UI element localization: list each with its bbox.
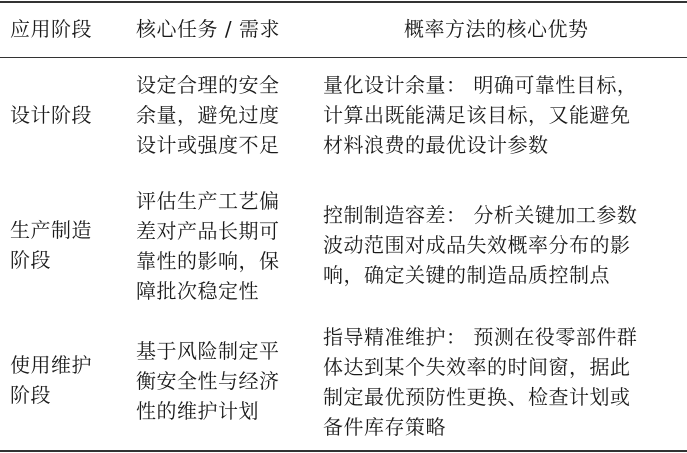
row-maintenance-stage: 使用维护 阶段 [10, 353, 92, 407]
row-design-stage: 设计阶段 [10, 103, 92, 127]
table-bottom-rule [0, 450, 687, 452]
row-maintenance-task: 基于风险制定平 衡安全性与经济 性的维护计划 [136, 339, 280, 423]
header-divider-rule [0, 57, 687, 58]
header-task: 核心任务 / 需求 [136, 17, 280, 41]
row-design-advantage: 量化设计余量： 明确可靠性目标， 计算出既能满足该目标，又能避免 材料浪费的最优设计参数 [323, 73, 638, 157]
header-advantage: 概率方法的核心优势 [404, 17, 589, 41]
table-top-rule [0, 1, 687, 3]
row-design-task: 设定合理的安全 余量，避免过度 设计或强度不足 [136, 73, 280, 157]
row-manufacturing-task: 评估生产工艺偏 差对产品长期可 靠性的影响，保 障批次稳定性 [136, 189, 280, 303]
row-manufacturing-stage: 生产制造 阶段 [10, 218, 92, 272]
header-stage: 应用阶段 [10, 17, 92, 41]
row-maintenance-advantage: 指导精准维护： 预测在役零部件群 体达到某个失效率的时间窗，据此 制定最优预防性更换、检查计划或 备件库存策略 [323, 325, 638, 439]
row-manufacturing-advantage: 控制制造容差： 分析关键加工参数 波动范围对成品失效概率分布的影 响，确定关键的制造品质控制点 [323, 203, 638, 287]
